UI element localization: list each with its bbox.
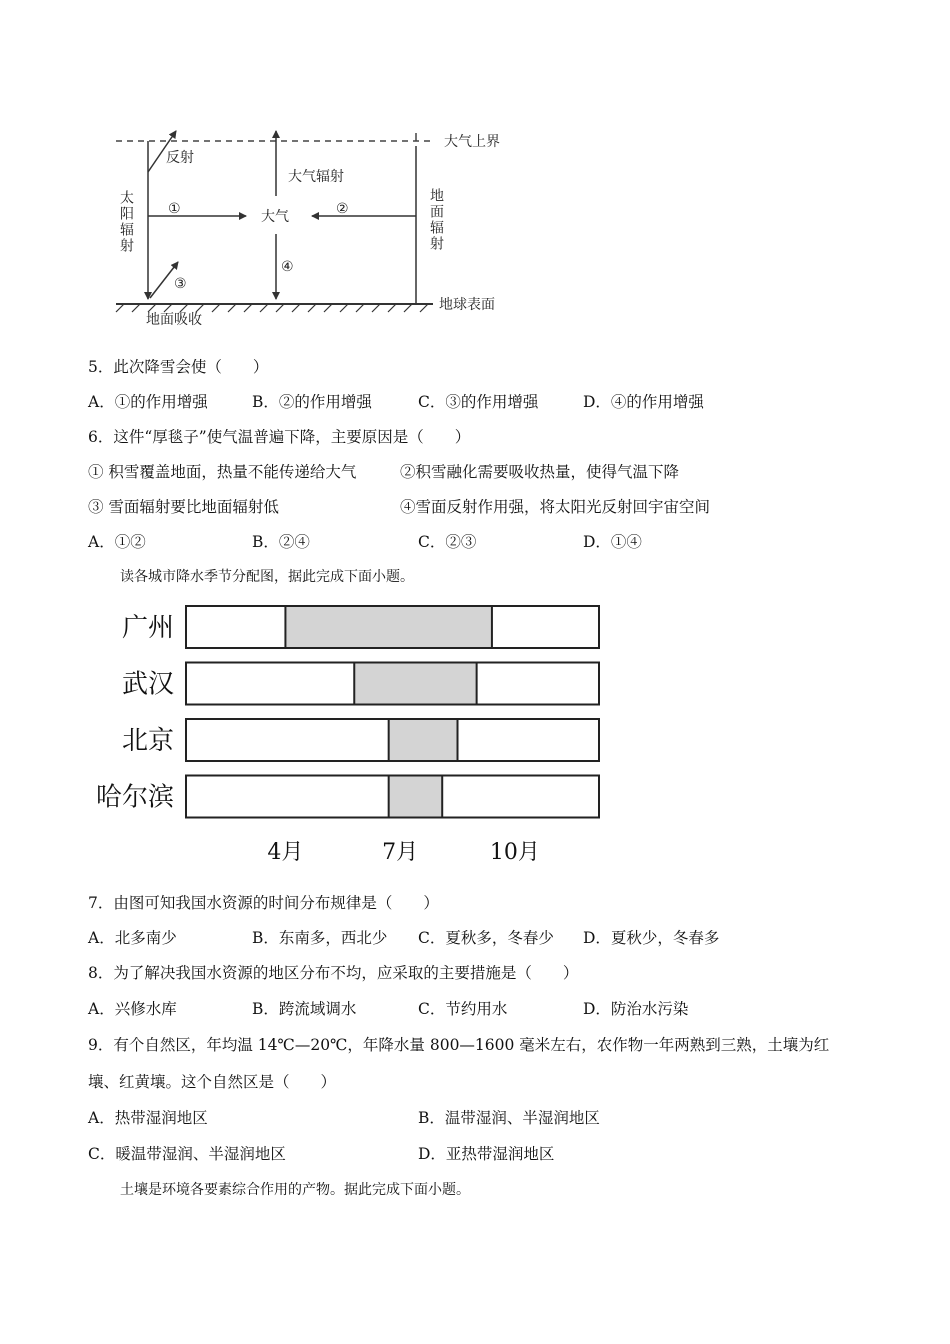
- month-tick-label: 10月: [489, 840, 540, 865]
- q9-option-c[interactable]: C．暖温带湿润、半湿润地区: [88, 1145, 286, 1163]
- city-label: 北京: [121, 726, 174, 756]
- q8-option-c[interactable]: C．节约用水: [418, 1000, 508, 1018]
- q6-option-a[interactable]: A．①②: [88, 533, 146, 551]
- label-surface: 地球表面: [439, 297, 495, 313]
- rainy-season-bar: [389, 776, 443, 818]
- q6-option-b[interactable]: B．②④: [252, 533, 310, 551]
- q5-option-c[interactable]: C．③的作用增强: [418, 393, 539, 411]
- q6-statement-3: ③ 雪面辐射要比地面辐射低: [88, 498, 279, 516]
- label-c2: ②: [336, 201, 349, 217]
- city-label: 哈尔滨: [95, 782, 174, 813]
- label-atmos: 大气: [261, 209, 289, 225]
- intro-soil: 土壤是环境各要素综合作用的产物。据此完成下面小题。: [120, 1182, 470, 1198]
- label-c3: ③: [174, 276, 187, 292]
- q5-option-b[interactable]: B．②的作用增强: [252, 393, 372, 411]
- q6-option-d[interactable]: D．①④: [583, 533, 642, 551]
- q7-stem: 7．由图可知我国水资源的时间分布规律是（ ）: [88, 894, 439, 912]
- intro-precipitation: 读各城市降水季节分配图，据此完成下面小题。: [120, 569, 414, 585]
- label-atmos-rad: 大气辐射: [288, 169, 344, 185]
- q5-option-d[interactable]: D．④的作用增强: [583, 393, 704, 411]
- city-label: 广州: [121, 613, 174, 643]
- q9-stem-line1: 9．有个自然区，年均温 14℃—20℃，年降水量 800—1600 毫米左右，农作物一年两熟到三熟，土壤为红: [88, 1036, 830, 1054]
- label-solar: 太阳辐射: [118, 190, 134, 254]
- q8-stem: 8．为了解决我国水资源的地区分布不均，应采取的主要措施是（ ）: [88, 964, 579, 982]
- heat-balance-diagram: [0, 0, 950, 340]
- label-ground-rad: 地面辐射: [428, 188, 444, 252]
- label-c1: ①: [168, 201, 181, 217]
- q6-stem: 6．这件“厚毯子”使气温普遍下降，主要原因是（ ）: [88, 428, 471, 446]
- q6-statement-2: ②积雪融化需要吸收热量，使得气温下降: [400, 463, 680, 481]
- q8-option-d[interactable]: D．防治水污染: [583, 1000, 689, 1018]
- label-c4: ④: [281, 259, 294, 275]
- q6-statement-1: ① 积雪覆盖地面，热量不能传递给大气: [88, 463, 357, 481]
- q7-option-c[interactable]: C．夏秋多，冬春少: [418, 929, 554, 947]
- month-tick-label: 7月: [382, 840, 419, 865]
- month-tick-label: 4月: [267, 840, 304, 865]
- q8-option-b[interactable]: B．跨流域调水: [252, 1000, 357, 1018]
- q7-option-a[interactable]: A．北多南少: [88, 929, 177, 947]
- precipitation-chart: [0, 590, 950, 880]
- q5-stem: 5．此次降雪会使（ ）: [88, 358, 269, 376]
- q7-option-d[interactable]: D．夏秋少，冬春多: [583, 929, 720, 947]
- q6-statement-4: ④雪面反射作用强，将太阳光反射回宇宙空间: [400, 498, 711, 516]
- label-reflect: 反射: [166, 150, 194, 166]
- city-label: 武汉: [121, 669, 174, 700]
- rainy-season-bar: [389, 719, 458, 761]
- q9-option-b[interactable]: B．温带湿润、半湿润地区: [418, 1109, 600, 1127]
- q9-option-d[interactable]: D．亚热带湿润地区: [418, 1145, 555, 1163]
- q9-stem-line2: 壤、红黄壤。这个自然区是（ ）: [88, 1073, 337, 1091]
- q7-option-b[interactable]: B．东南多，西北少: [252, 929, 388, 947]
- rainy-season-bar: [285, 606, 492, 648]
- q6-option-c[interactable]: C．②③: [418, 533, 477, 551]
- q8-option-a[interactable]: A．兴修水库: [88, 1000, 177, 1018]
- label-atmos-top: 大气上界: [444, 134, 500, 150]
- q9-option-a[interactable]: A．热带湿润地区: [88, 1109, 208, 1127]
- rainy-season-bar: [354, 663, 476, 705]
- q5-option-a[interactable]: A．①的作用增强: [88, 393, 208, 411]
- label-ground-abs: 地面吸收: [146, 312, 202, 328]
